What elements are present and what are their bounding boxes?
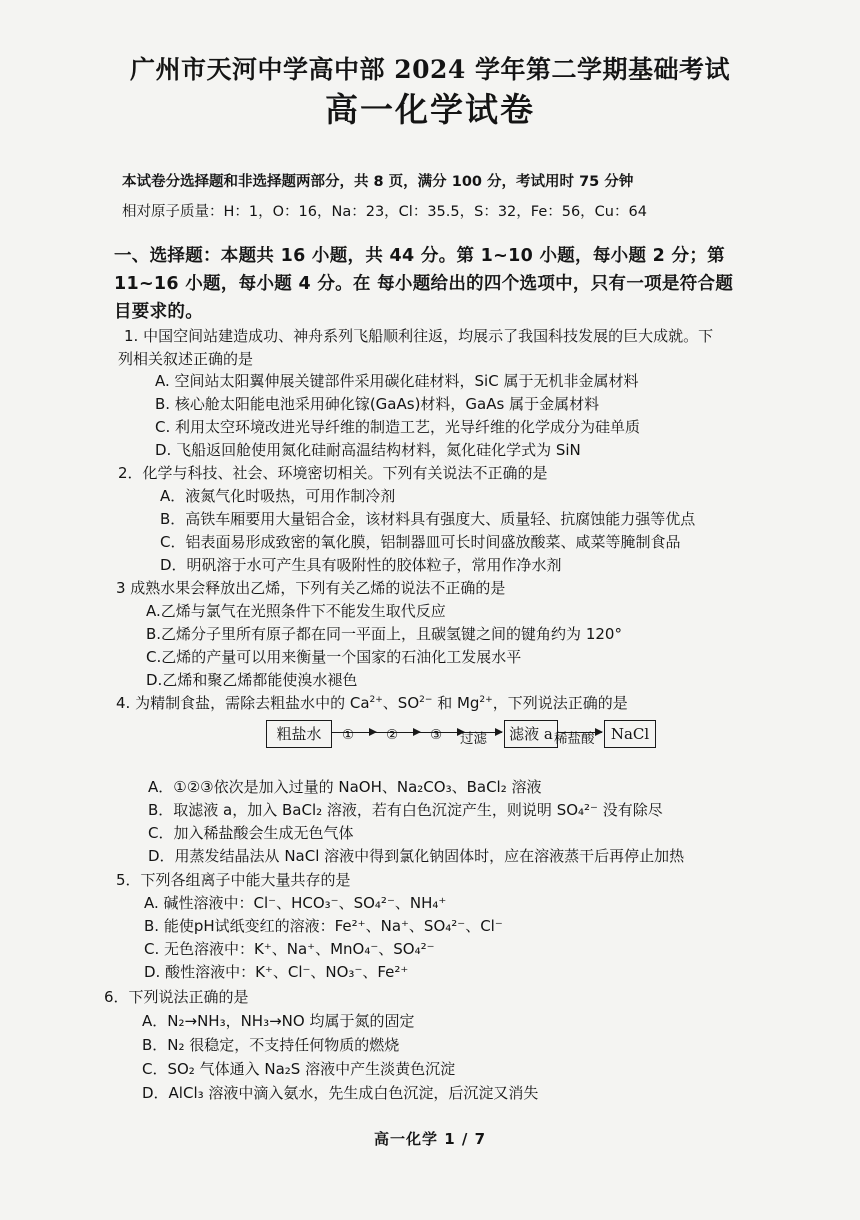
question-6-option-d: D．AlCl₃ 溶液中滴入氨水，先生成白色沉淀，后沉淀又消失 [142, 1084, 539, 1102]
question-3-option-a: A.乙烯与氯气在光照条件下不能发生取代反应 [146, 602, 446, 620]
question-2-option-d: D．明矾溶于水可产生具有吸附性的胶体粒子，常用作净水剂 [160, 556, 562, 574]
question-5-option-d: D. 酸性溶液中：K⁺、Cl⁻、NO₃⁻、Fe²⁺ [144, 963, 409, 981]
flow-step-filter: 过滤 [460, 731, 487, 747]
flow-arrow-acid [554, 731, 602, 747]
flow-step-2: ② [386, 727, 399, 743]
flow-step-3: ③ [430, 727, 443, 743]
question-4-option-c: C．加入稀盐酸会生成无色气体 [148, 824, 354, 842]
flow-box-crude-brine: 粗盐水 [266, 720, 332, 748]
question-5-stem: 5．下列各组离子中能大量共存的是 [116, 871, 351, 889]
section-heading: 一、选择题：本题共 16 小题，共 44 分。第 1~10 小题，每小题 2 分；第 [114, 246, 725, 266]
flow-arrow-filter [460, 731, 502, 747]
question-2-stem: 2．化学与科技、社会、环境密切相关。下列有关说法不正确的是 [118, 464, 548, 482]
exam-school-title: 广州市天河中学高中部 2024 学年第二学期基础考试 [130, 55, 730, 84]
flow-step-acid: 稀盐酸 [554, 731, 595, 747]
question-6-stem: 6．下列说法正确的是 [104, 988, 249, 1006]
flow-step-1: ① [342, 727, 355, 743]
flow-arrow-1 [332, 727, 376, 743]
question-1-option-b: B. 核心舱太阳能电池采用砷化镓(GaAs)材料，GaAs 属于金属材料 [155, 395, 600, 413]
question-3-stem: 3 成熟水果会释放出乙烯，下列有关乙烯的说法不正确的是 [116, 579, 506, 597]
question-5-option-a: A. 碱性溶液中：Cl⁻、HCO₃⁻、SO₄²⁻、NH₄⁺ [144, 894, 447, 912]
flow-arrow-3 [420, 727, 464, 743]
question-6-option-b: B．N₂ 很稳定，不支持任何物质的燃烧 [142, 1036, 400, 1054]
section-heading-end: 目要求的。 [114, 302, 203, 322]
question-6-option-a: A．N₂→NH₃，NH₃→NO 均属于氮的固定 [142, 1012, 415, 1030]
exam-instructions: 本试卷分选择题和非选择题两部分，共 8 页，满分 100 分，考试用时 75 分钟 [122, 174, 634, 190]
flow-box-filtrate: 滤液 a [504, 720, 558, 748]
question-1-option-c: C. 利用太空环境改进光导纤维的制造工艺，光导纤维的化学成分为硅单质 [155, 418, 641, 436]
question-2-option-b: B．高铁车厢要用大量铝合金，该材料具有强度大、质量轻、抗腐蚀能力强等优点 [160, 510, 696, 528]
section-heading-cont: 11~16 小题，每小题 4 分。在 每小题给出的四个选项中，只有一项是符合题 [114, 274, 734, 294]
question-3-option-c: C.乙烯的产量可以用来衡量一个国家的石油化工发展水平 [146, 648, 522, 666]
question-4-stem: 4. 为精制食盐，需除去粗盐水中的 $Ca^{2+}$、$SO^{2-}$ 和 $Mg^{2+}$，下列说法正确的是 [116, 694, 628, 712]
question-5-option-b: B. 能使pH试纸变红的溶液：Fe²⁺、Na⁺、SO₄²⁻、Cl⁻ [144, 917, 503, 935]
question-3-option-d: D.乙烯和聚乙烯都能使溴水褪色 [146, 671, 358, 689]
exam-subject-title: 高一化学试卷 [325, 90, 535, 129]
atomic-mass-line: 相对原子质量：H：1，O：16，Na：23，Cl：35.5，S：32，Fe：56，Cu：64 [122, 204, 647, 220]
question-2-option-c: C．铝表面易形成致密的氧化膜，铝制器皿可长时间盛放酸菜、咸菜等腌制食品 [160, 533, 681, 551]
question-6-option-c: C．SO₂ 气体通入 Na₂S 溶液中产生淡黄色沉淀 [142, 1060, 456, 1078]
question-3-option-b: B.乙烯分子里所有原子都在同一平面上，且碳氢键之间的键角约为 120° [146, 625, 622, 643]
question-4-option-a: A．①②③依次是加入过量的 NaOH、Na₂CO₃、BaCl₂ 溶液 [148, 778, 542, 796]
purification-flowchart [262, 712, 662, 750]
question-5-option-c: C. 无色溶液中：K⁺、Na⁺、MnO₄⁻、SO₄²⁻ [144, 940, 435, 958]
question-1-stem-cont: 列相关叙述正确的是 [118, 350, 254, 368]
page-footer: 高一化学 1 / 7 [373, 1130, 487, 1148]
flow-box-nacl: NaCl [604, 720, 656, 748]
question-1-option-a: A. 空间站太阳翼伸展关键部件采用碳化硅材料，SiC 属于无机非金属材料 [155, 372, 639, 390]
flow-arrow-2 [376, 727, 420, 743]
question-4-option-b: B．取滤液 a，加入 BaCl₂ 溶液，若有白色沉淀产生，则说明 SO₄²⁻ 没有除尽 [148, 801, 663, 819]
question-1-stem: 1. 中国空间站建造成功、神舟系列飞船顺利往返，均展示了我国科技发展的巨大成就。下 [124, 327, 714, 345]
question-2-option-a: A．液氮气化时吸热，可用作制冷剂 [160, 487, 396, 505]
question-4-option-d: D．用蒸发结晶法从 NaCl 溶液中得到氯化钠固体时，应在溶液蒸干后再停止加热 [148, 847, 685, 865]
question-1-option-d: D. 飞船返回舱使用氮化硅耐高温结构材料，氮化硅化学式为 SiN [155, 441, 581, 459]
